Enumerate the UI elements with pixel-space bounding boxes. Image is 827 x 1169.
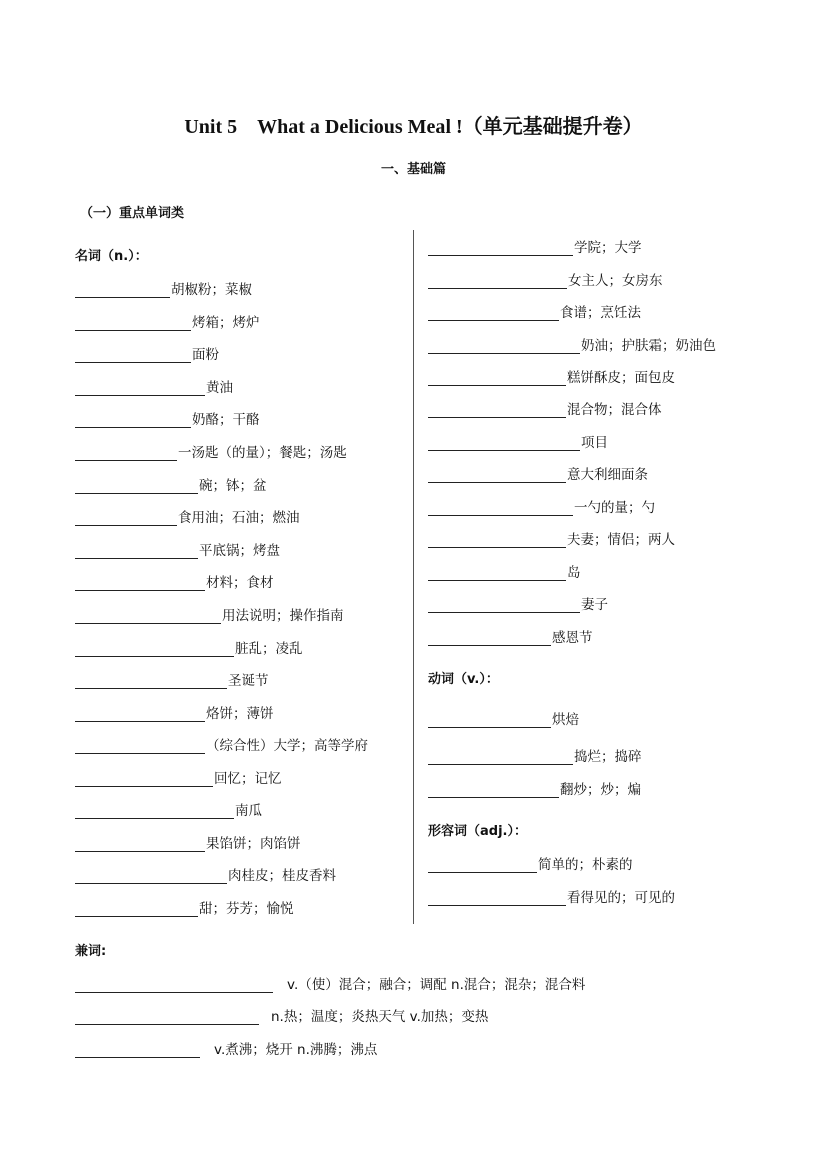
noun-meaning: 妻子: [581, 597, 608, 613]
noun-row: [75, 443, 347, 461]
answer-blank[interactable]: [75, 413, 191, 428]
answer-blank[interactable]: [75, 804, 234, 819]
noun-row: [428, 368, 675, 386]
noun-row: [428, 336, 716, 354]
noun-meaning: 混合物；混合体: [567, 402, 662, 418]
noun-meaning: 回忆；记忆: [214, 771, 282, 787]
noun-row: [75, 410, 260, 428]
subsection-heading: （一）重点单词类: [80, 206, 185, 221]
noun-row: [75, 801, 262, 819]
answer-blank[interactable]: [428, 468, 566, 483]
noun-meaning: 圣诞节: [228, 673, 269, 689]
noun-meaning: 食谱；烹饪法: [560, 305, 641, 321]
noun-meaning: 感恩节: [552, 630, 593, 646]
noun-row: [428, 628, 593, 646]
answer-blank[interactable]: [428, 783, 559, 798]
noun-row: [75, 313, 260, 331]
answer-blank[interactable]: [75, 316, 191, 331]
noun-meaning: 糕饼酥皮；面包皮: [567, 370, 675, 386]
noun-row: [75, 899, 294, 917]
answer-blank[interactable]: [428, 713, 551, 728]
column-divider: [413, 230, 414, 924]
noun-row: [75, 280, 252, 298]
noun-row: [428, 400, 662, 418]
noun-meaning: 黄油: [206, 380, 233, 396]
adjective-row: [428, 855, 633, 873]
noun-meaning: 岛: [567, 565, 581, 581]
noun-meaning: 奶酪；干酪: [192, 412, 260, 428]
answer-blank[interactable]: [428, 339, 580, 354]
noun-row: [428, 498, 655, 516]
answer-blank[interactable]: [428, 371, 566, 386]
answer-blank[interactable]: [75, 283, 170, 298]
answer-blank[interactable]: [75, 869, 227, 884]
noun-row: [75, 541, 280, 559]
multi-row: [75, 975, 585, 993]
page-title: Unit 5 What a Delicious Meal !（单元基础提升卷）: [184, 116, 643, 138]
noun-meaning: （综合性）大学；高等学府: [206, 738, 368, 754]
answer-blank[interactable]: [428, 750, 573, 765]
answer-blank[interactable]: [75, 609, 221, 624]
multi-meaning: n.热；温度；炎热天气 v.加热；变热: [271, 1009, 489, 1025]
multi-row: [75, 1040, 377, 1058]
noun-meaning: 夫妻；情侣；两人: [567, 532, 675, 548]
noun-meaning: 材料；食材: [206, 575, 274, 591]
answer-blank[interactable]: [75, 381, 205, 396]
noun-row: [75, 345, 219, 363]
noun-meaning: 用法说明；操作指南: [222, 608, 344, 624]
multi-meaning: v.（使）混合；融合；调配 n.混合；混杂；混合料: [287, 977, 586, 993]
noun-meaning: 奶油；护肤霜；奶油色: [581, 338, 716, 354]
nouns-label: 名词（n.）：: [75, 249, 148, 264]
answer-blank[interactable]: [428, 858, 537, 873]
noun-row: [75, 606, 344, 624]
noun-row: [75, 508, 300, 526]
noun-meaning: 南瓜: [235, 803, 262, 819]
answer-blank[interactable]: [75, 1010, 259, 1025]
adjective-meaning: 看得见的；可见的: [567, 890, 675, 906]
answer-blank[interactable]: [75, 544, 198, 559]
answer-blank[interactable]: [75, 479, 198, 494]
answer-blank[interactable]: [428, 241, 573, 256]
verb-row: [428, 747, 642, 765]
answer-blank[interactable]: [75, 707, 205, 722]
noun-meaning: 食用油；石油；燃油: [178, 510, 300, 526]
noun-row: [75, 573, 274, 591]
multi-row: [75, 1007, 488, 1025]
verb-meaning: 捣烂；捣碎: [574, 749, 642, 765]
answer-blank[interactable]: [428, 598, 580, 613]
adjective-meaning: 简单的；朴素的: [538, 857, 633, 873]
noun-meaning: 胡椒粉；菜椒: [171, 282, 252, 298]
noun-row: [428, 238, 642, 256]
answer-blank[interactable]: [428, 631, 551, 646]
noun-meaning: 果馅饼；肉馅饼: [206, 836, 301, 852]
answer-blank[interactable]: [75, 1043, 200, 1058]
answer-blank[interactable]: [428, 533, 566, 548]
noun-meaning: 一汤匙（的量）；餐匙；汤匙: [178, 445, 347, 461]
answer-blank[interactable]: [75, 739, 205, 754]
adjective-row: [428, 888, 675, 906]
multi-meaning: v.煮沸；烧开 n.沸腾；沸点: [214, 1042, 378, 1058]
noun-meaning: 学院；大学: [574, 240, 642, 256]
multi-label: 兼词:: [75, 944, 107, 959]
answer-blank[interactable]: [75, 446, 177, 461]
noun-row: [75, 639, 303, 657]
answer-blank[interactable]: [428, 274, 567, 289]
noun-meaning: 平底锅；烤盘: [199, 543, 280, 559]
noun-row: [75, 736, 368, 754]
noun-meaning: 一勺的量；勺: [574, 500, 655, 516]
noun-row: [75, 476, 267, 494]
noun-meaning: 脏乱；凌乱: [235, 641, 303, 657]
answer-blank[interactable]: [428, 501, 573, 516]
verb-row: [428, 780, 641, 798]
noun-row: [428, 595, 608, 613]
answer-blank[interactable]: [428, 891, 566, 906]
noun-meaning: 意大利细面条: [567, 467, 648, 483]
section-heading: 一、基础篇: [380, 162, 446, 177]
verb-row: [428, 710, 579, 728]
noun-meaning: 肉桂皮；桂皮香料: [228, 868, 336, 884]
noun-meaning: 甜；芬芳；愉悦: [199, 901, 294, 917]
answer-blank[interactable]: [75, 772, 213, 787]
noun-meaning: 面粉: [192, 347, 219, 363]
noun-meaning: 碗；钵；盆: [199, 478, 267, 494]
noun-meaning: 烤箱；烤炉: [192, 315, 260, 331]
answer-blank[interactable]: [75, 576, 205, 591]
answer-blank[interactable]: [75, 902, 198, 917]
noun-meaning: 女主人；女房东: [568, 273, 663, 289]
answer-blank[interactable]: [75, 511, 177, 526]
verb-meaning: 烘焙: [552, 712, 579, 728]
answer-blank[interactable]: [75, 348, 191, 363]
answer-blank[interactable]: [428, 403, 566, 418]
answer-blank[interactable]: [75, 642, 234, 657]
noun-row: [75, 834, 301, 852]
noun-row: [428, 433, 608, 451]
noun-row: [428, 271, 663, 289]
noun-row: [428, 530, 675, 548]
answer-blank[interactable]: [428, 306, 559, 321]
answer-blank[interactable]: [75, 978, 273, 993]
noun-meaning: 项目: [581, 435, 608, 451]
noun-meaning: 烙饼；薄饼: [206, 706, 274, 722]
noun-row: [75, 378, 233, 396]
adjectives-label: 形容词（adj.）：: [428, 824, 527, 839]
noun-row: [75, 866, 336, 884]
noun-row: [428, 465, 648, 483]
verbs-label: 动词（v.）：: [428, 672, 499, 687]
verb-meaning: 翻炒；炒；煸: [560, 782, 641, 798]
noun-row: [428, 303, 641, 321]
answer-blank[interactable]: [428, 566, 566, 581]
noun-row: [75, 704, 274, 722]
noun-row: [75, 671, 269, 689]
noun-row: [75, 769, 282, 787]
answer-blank[interactable]: [75, 674, 227, 689]
noun-row: [428, 563, 581, 581]
answer-blank[interactable]: [428, 436, 580, 451]
answer-blank[interactable]: [75, 837, 205, 852]
